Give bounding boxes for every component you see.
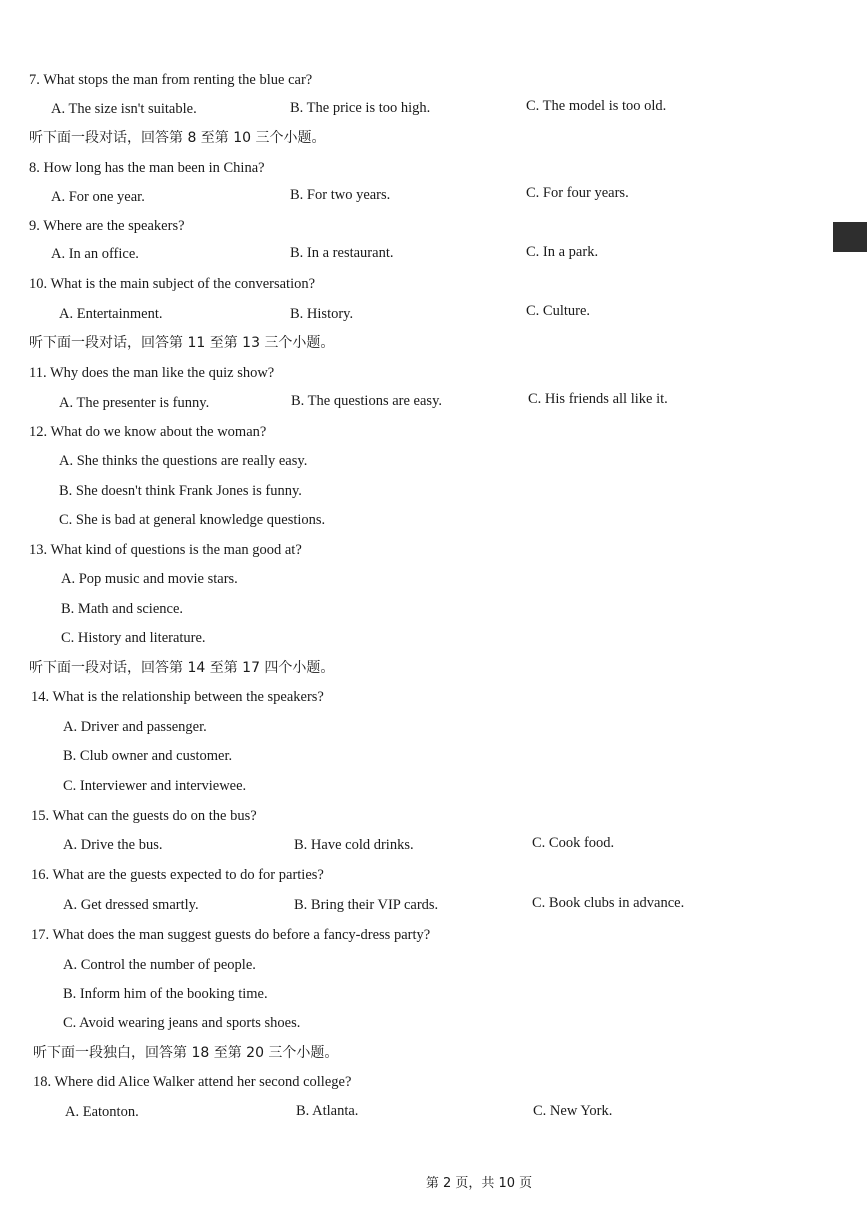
- option-8b: B. For two years.: [290, 187, 391, 203]
- option-18b: B. Atlanta.: [296, 1103, 359, 1119]
- option-13c: C. History and literature.: [61, 630, 206, 646]
- question-18: 18. Where did Alice Walker attend her second college?: [33, 1074, 352, 1090]
- question-13: 13. What kind of questions is the man good at?: [29, 542, 302, 558]
- section-instruction: 听下面一段对话，回答第 8 至第 10 三个小题。: [29, 130, 326, 146]
- option-13a: A. Pop music and movie stars.: [61, 571, 238, 587]
- option-15a: A. Drive the bus.: [63, 837, 163, 853]
- section-instruction: 听下面一段独白，回答第 18 至第 20 三个小题。: [33, 1045, 339, 1061]
- option-10a: A. Entertainment.: [59, 306, 163, 322]
- option-7a: A. The size isn't suitable.: [51, 101, 197, 117]
- option-18a: A. Eatonton.: [65, 1104, 139, 1120]
- option-17c: C. Avoid wearing jeans and sports shoes.: [63, 1015, 301, 1031]
- question-10: 10. What is the main subject of the conversation?: [29, 276, 316, 292]
- option-10c: C. Culture.: [526, 303, 591, 319]
- option-14c: C. Interviewer and interviewee.: [63, 778, 247, 794]
- question-7: 7. What stops the man from renting the blue car?: [29, 72, 313, 88]
- option-7c: C. The model is too old.: [526, 98, 667, 114]
- question-8: 8. How long has the man been in China?: [29, 160, 265, 176]
- option-11b: B. The questions are easy.: [291, 393, 443, 409]
- option-8c: C. For four years.: [526, 185, 629, 201]
- option-16a: A. Get dressed smartly.: [63, 897, 199, 913]
- option-16b: B. Bring their VIP cards.: [294, 897, 439, 913]
- option-12c: C. She is bad at general knowledge questions.: [59, 512, 326, 528]
- option-16c: C. Book clubs in advance.: [532, 895, 685, 911]
- question-11: 11. Why does the man like the quiz show?: [29, 365, 275, 381]
- option-8a: A. For one year.: [51, 189, 145, 205]
- option-15c: C. Cook food.: [532, 835, 615, 851]
- question-12: 12. What do we know about the woman?: [29, 424, 267, 440]
- option-13b: B. Math and science.: [61, 601, 184, 617]
- option-10b: B. History.: [290, 306, 354, 322]
- option-7b: B. The price is too high.: [290, 100, 431, 116]
- option-11c: C. His friends all like it.: [528, 391, 668, 407]
- option-17b: B. Inform him of the booking time.: [63, 986, 268, 1002]
- question-17: 17. What does the man suggest guests do before a fancy-dress party?: [31, 927, 431, 943]
- page-edge-tab: [833, 222, 867, 252]
- option-9c: C. In a park.: [526, 244, 599, 260]
- page-number-footer: 第 2 页，共 10 页: [425, 1176, 533, 1191]
- option-12b: B. She doesn't think Frank Jones is funny.: [59, 483, 302, 499]
- question-14: 14. What is the relationship between the speakers?: [31, 689, 324, 705]
- section-instruction: 听下面一段对话，回答第 11 至第 13 三个小题。: [29, 335, 335, 351]
- option-14b: B. Club owner and customer.: [63, 748, 233, 764]
- option-15b: B. Have cold drinks.: [294, 837, 414, 853]
- option-18c: C. New York.: [533, 1103, 613, 1119]
- option-17a: A. Control the number of people.: [63, 957, 256, 973]
- option-11a: A. The presenter is funny.: [59, 395, 210, 411]
- option-9a: A. In an office.: [51, 246, 139, 262]
- option-12a: A. She thinks the questions are really easy.: [59, 453, 308, 469]
- question-15: 15. What can the guests do on the bus?: [31, 808, 257, 824]
- question-9: 9. Where are the speakers?: [29, 218, 185, 234]
- option-9b: B. In a restaurant.: [290, 245, 394, 261]
- section-instruction: 听下面一段对话，回答第 14 至第 17 四个小题。: [29, 660, 335, 676]
- question-16: 16. What are the guests expected to do for parties?: [31, 867, 324, 883]
- option-14a: A. Driver and passenger.: [63, 719, 207, 735]
